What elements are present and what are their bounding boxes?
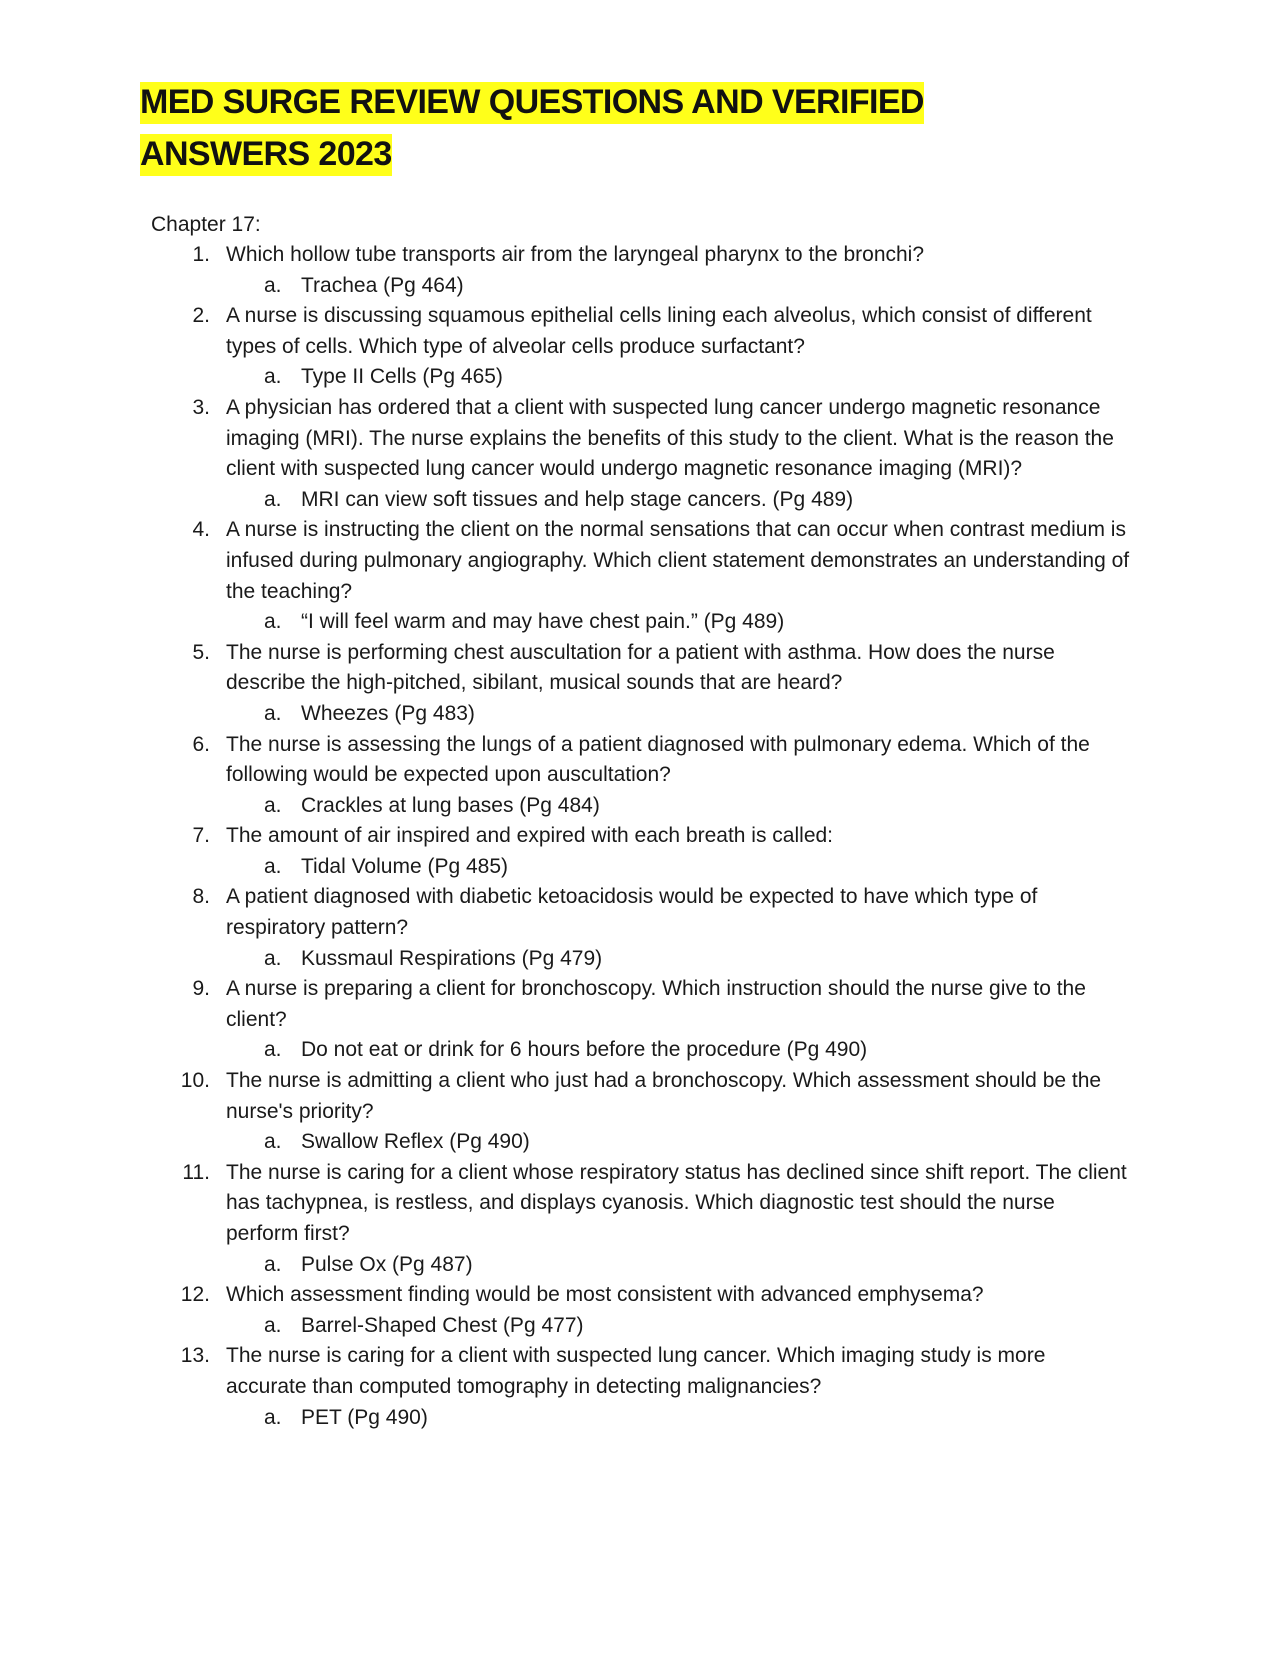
question-item bbox=[151, 1341, 1131, 1433]
answer-item bbox=[226, 1035, 1131, 1066]
answer-item bbox=[226, 271, 1131, 302]
question-number: 11. bbox=[182, 1160, 210, 1184]
answer-label: a. bbox=[264, 1313, 282, 1337]
question-text: The nurse is caring for a client whose respiratory status has declined since shift report. The client has tachypnea, is restless, and displays cyanosis. Which diagnostic test should the nurse perform first? bbox=[226, 1160, 1127, 1245]
question-number: 3. bbox=[192, 395, 210, 419]
answer-item bbox=[226, 852, 1131, 883]
answer-label: a. bbox=[264, 487, 282, 511]
answer-item bbox=[226, 1403, 1131, 1434]
answer-item bbox=[226, 1311, 1131, 1342]
answer-label: a. bbox=[264, 273, 282, 297]
answer-label: a. bbox=[264, 610, 282, 634]
question-number: 5. bbox=[192, 640, 210, 664]
question-item bbox=[151, 1066, 1131, 1158]
answer-label: a. bbox=[264, 365, 282, 389]
answer-label: a. bbox=[264, 1405, 282, 1429]
question-text: A nurse is instructing the client on the normal sensations that can occur when contrast medium is infused during pulmonary angiography. Which client statement demonstrates an understanding of the teaching? bbox=[226, 518, 1130, 603]
answer-text: PET (Pg 490) bbox=[301, 1405, 428, 1429]
question-number: 9. bbox=[192, 977, 210, 1001]
question-number: 2. bbox=[192, 304, 210, 328]
question-number: 6. bbox=[192, 732, 210, 756]
answer-label: a. bbox=[264, 1038, 282, 1062]
question-item bbox=[151, 301, 1131, 393]
answer-label: a. bbox=[264, 793, 282, 817]
question-item bbox=[151, 1158, 1131, 1280]
question-text: The nurse is caring for a client with suspected lung cancer. Which imaging study is more accurate than computed tomography in detecting malignancies? bbox=[226, 1344, 1046, 1398]
question-number: 10. bbox=[180, 1069, 210, 1093]
question-number: 13. bbox=[180, 1344, 210, 1368]
question-item bbox=[151, 821, 1131, 882]
title-highlight: MED SURGE REVIEW QUESTIONS AND VERIFIED ANSWERS 2023 bbox=[140, 82, 924, 176]
answer-item bbox=[226, 944, 1131, 975]
question-text: Which assessment finding would be most consistent with advanced emphysema? bbox=[226, 1283, 984, 1307]
question-item bbox=[151, 638, 1131, 730]
answer-text: Crackles at lung bases (Pg 484) bbox=[301, 793, 600, 817]
question-text: The nurse is performing chest auscultation for a patient with asthma. How does the nurse describe the high-pitched, sibilant, musical sounds that are heard? bbox=[226, 640, 1055, 695]
answer-item bbox=[226, 1250, 1131, 1281]
answer-text: Pulse Ox (Pg 487) bbox=[301, 1252, 473, 1276]
answer-text: Trachea (Pg 464) bbox=[301, 273, 464, 297]
question-text: The nurse is assessing the lungs of a patient diagnosed with pulmonary edema. Which of the following would be expected upon auscultation? bbox=[226, 732, 1090, 787]
question-number: 12. bbox=[180, 1283, 210, 1307]
question-item bbox=[151, 393, 1131, 515]
question-text: The nurse is admitting a client who just had a bronchoscopy. Which assessment should be the nurse's priority? bbox=[226, 1069, 1102, 1123]
question-item bbox=[151, 515, 1131, 637]
answer-item bbox=[226, 362, 1131, 393]
question-text: The amount of air inspired and expired with each breath is called: bbox=[226, 824, 834, 848]
question-number: 7. bbox=[192, 824, 210, 848]
answer-label: a. bbox=[264, 701, 282, 725]
answer-text: “I will feel warm and may have chest pain.” (Pg 489) bbox=[301, 610, 785, 634]
question-number: 1. bbox=[192, 243, 210, 266]
answer-text: Do not eat or drink for 6 hours before the procedure (Pg 490) bbox=[301, 1038, 868, 1062]
answer-label: a. bbox=[264, 854, 282, 878]
question-text: A patient diagnosed with diabetic ketoacidosis would be expected to have which type of respiratory pattern? bbox=[226, 885, 1038, 940]
answer-item bbox=[226, 607, 1131, 638]
document-title bbox=[140, 76, 1000, 180]
question-item bbox=[151, 974, 1131, 1066]
question-item bbox=[151, 882, 1131, 974]
answer-item bbox=[226, 1127, 1131, 1158]
answer-text: Kussmaul Respirations (Pg 479) bbox=[301, 946, 603, 970]
question-text: A nurse is preparing a client for bronchoscopy. Which instruction should the nurse give to the client? bbox=[226, 977, 1086, 1031]
question-text: Which hollow tube transports air from the laryngeal pharynx to the bronchi? bbox=[226, 243, 925, 266]
chapter-heading: Chapter 17: bbox=[151, 213, 261, 236]
answer-text: Wheezes (Pg 483) bbox=[301, 701, 475, 725]
answer-text: Swallow Reflex (Pg 490) bbox=[301, 1130, 530, 1154]
answer-item bbox=[226, 485, 1131, 516]
answer-text: Tidal Volume (Pg 485) bbox=[301, 854, 508, 878]
answer-label: a. bbox=[264, 1252, 282, 1276]
question-text: A physician has ordered that a client with suspected lung cancer undergo magnetic resonance imaging (MRI). The nurse explains the benefits of this study to the client. What is the reason the client with suspected lung cancer would undergo magnetic resonance imaging (MRI)? bbox=[226, 395, 1114, 481]
answer-label: a. bbox=[264, 1130, 282, 1154]
answer-item bbox=[226, 699, 1131, 730]
question-item bbox=[151, 1280, 1131, 1341]
answer-text: Type II Cells (Pg 465) bbox=[301, 365, 503, 389]
question-item bbox=[151, 730, 1131, 822]
answer-item bbox=[226, 791, 1131, 822]
question-number: 4. bbox=[192, 518, 210, 542]
question-number: 8. bbox=[192, 885, 210, 909]
answer-label: a. bbox=[264, 946, 282, 970]
question-text: A nurse is discussing squamous epithelial cells lining each alveolus, which consist of different types of cells. Which type of alveolar cells produce surfactant? bbox=[226, 304, 1092, 358]
answer-text: MRI can view soft tissues and help stage cancers. (Pg 489) bbox=[301, 487, 854, 511]
answer-text: Barrel-Shaped Chest (Pg 477) bbox=[301, 1313, 584, 1337]
question-list bbox=[151, 240, 1131, 1433]
question-item bbox=[151, 240, 1131, 301]
